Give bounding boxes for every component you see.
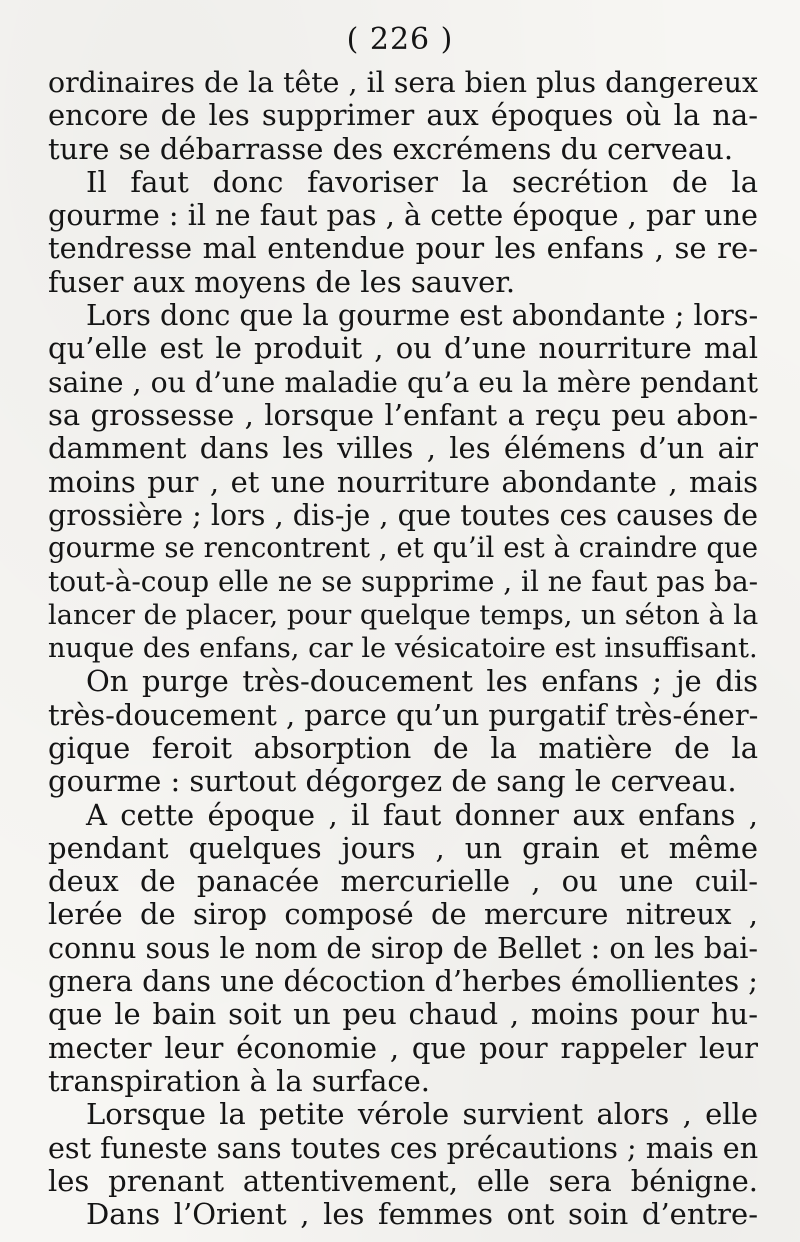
body-text (48, 66, 758, 1231)
text-line: que le bain soit un peu chaud , moins pour hu- (48, 997, 758, 1032)
text-line: nuque des enfans, car le vésicatoire est insuffisant. (48, 633, 758, 665)
text-line: qu’elle est le produit , ou d’une nourriture mal (48, 331, 758, 366)
text-line: encore de les supprimer aux époques où la na- (48, 98, 758, 133)
text-line: ture se débarrasse des excrémens du cerveau. (48, 131, 734, 166)
text-line: On purge très-doucement les enfans ; je dis (86, 664, 758, 699)
text-line: sa grossesse , lorsque l’enfant a reçu peu abon- (48, 397, 758, 432)
text-line: lancer de placer, pour quelque temps, un séton à la (48, 599, 759, 631)
text-line: moins pur , et une nourriture abondante , mais (48, 464, 758, 499)
text-line: gnera dans une décoction d’herbes émollientes ; (48, 964, 758, 999)
text-line: tout-à-coup elle ne se supprime , il ne faut pas ba- (48, 565, 759, 599)
text-line: lerée de sirop composé de mercure nitreux , (48, 897, 758, 932)
text-line: deux de panacée mercurielle , ou une cuil- (48, 864, 758, 899)
text-line: gourme : il ne faut pas , à cette époque , par une (48, 198, 758, 233)
text-line: Lorsque la petite vérole survient alors , elle (86, 1097, 758, 1132)
text-line: gourme se rencontrent , et qu’il est à craindre que (48, 532, 758, 565)
text-line: est funeste sans toutes ces précautions ; mais en (48, 1130, 759, 1165)
text-line: Il faut donc favoriser la secrétion de la (86, 164, 758, 199)
text-line: saine , ou d’une maladie qu’a eu la mère pendant (48, 365, 758, 399)
text-line: pendant quelques jours , un grain et même (48, 830, 758, 865)
text-line: A cette époque , il faut donner aux enfans , (86, 797, 758, 832)
text-line: grossière ; lors , dis-je , que toutes ces causes de (48, 497, 758, 532)
text-line: Dans l’Orient , les femmes ont soin d’entre- (86, 1197, 758, 1232)
text-line: connu sous le nom de sirop de Bellet : on les bai- (48, 930, 758, 965)
text-line: les prenant attentivement, elle sera bénigne. (48, 1163, 758, 1198)
page-number: ( 226 ) (346, 22, 454, 57)
text-line: damment dans les villes , les élémens d’un air (48, 431, 758, 466)
text-line: transpiration à la surface. (48, 1063, 430, 1098)
text-line: très-doucement , parce qu’un purgatif très-éner- (48, 697, 759, 732)
text-line: fuser aux moyens de les sauver. (48, 264, 516, 299)
text-line: gourme : surtout dégorgez de sang le cerveau. (48, 764, 737, 799)
text-line: Lors donc que la gourme est abondante ; lors- (86, 298, 759, 333)
text-line: gique feroit absorption de la matière de la (48, 730, 758, 765)
text-line: tendresse mal entendue pour les enfans , se re- (48, 231, 758, 266)
text-line: mecter leur économie , que pour rappeler leur (48, 1030, 758, 1065)
text-line: ordinaires de la tête , il sera bien plus dangereux (48, 66, 758, 99)
